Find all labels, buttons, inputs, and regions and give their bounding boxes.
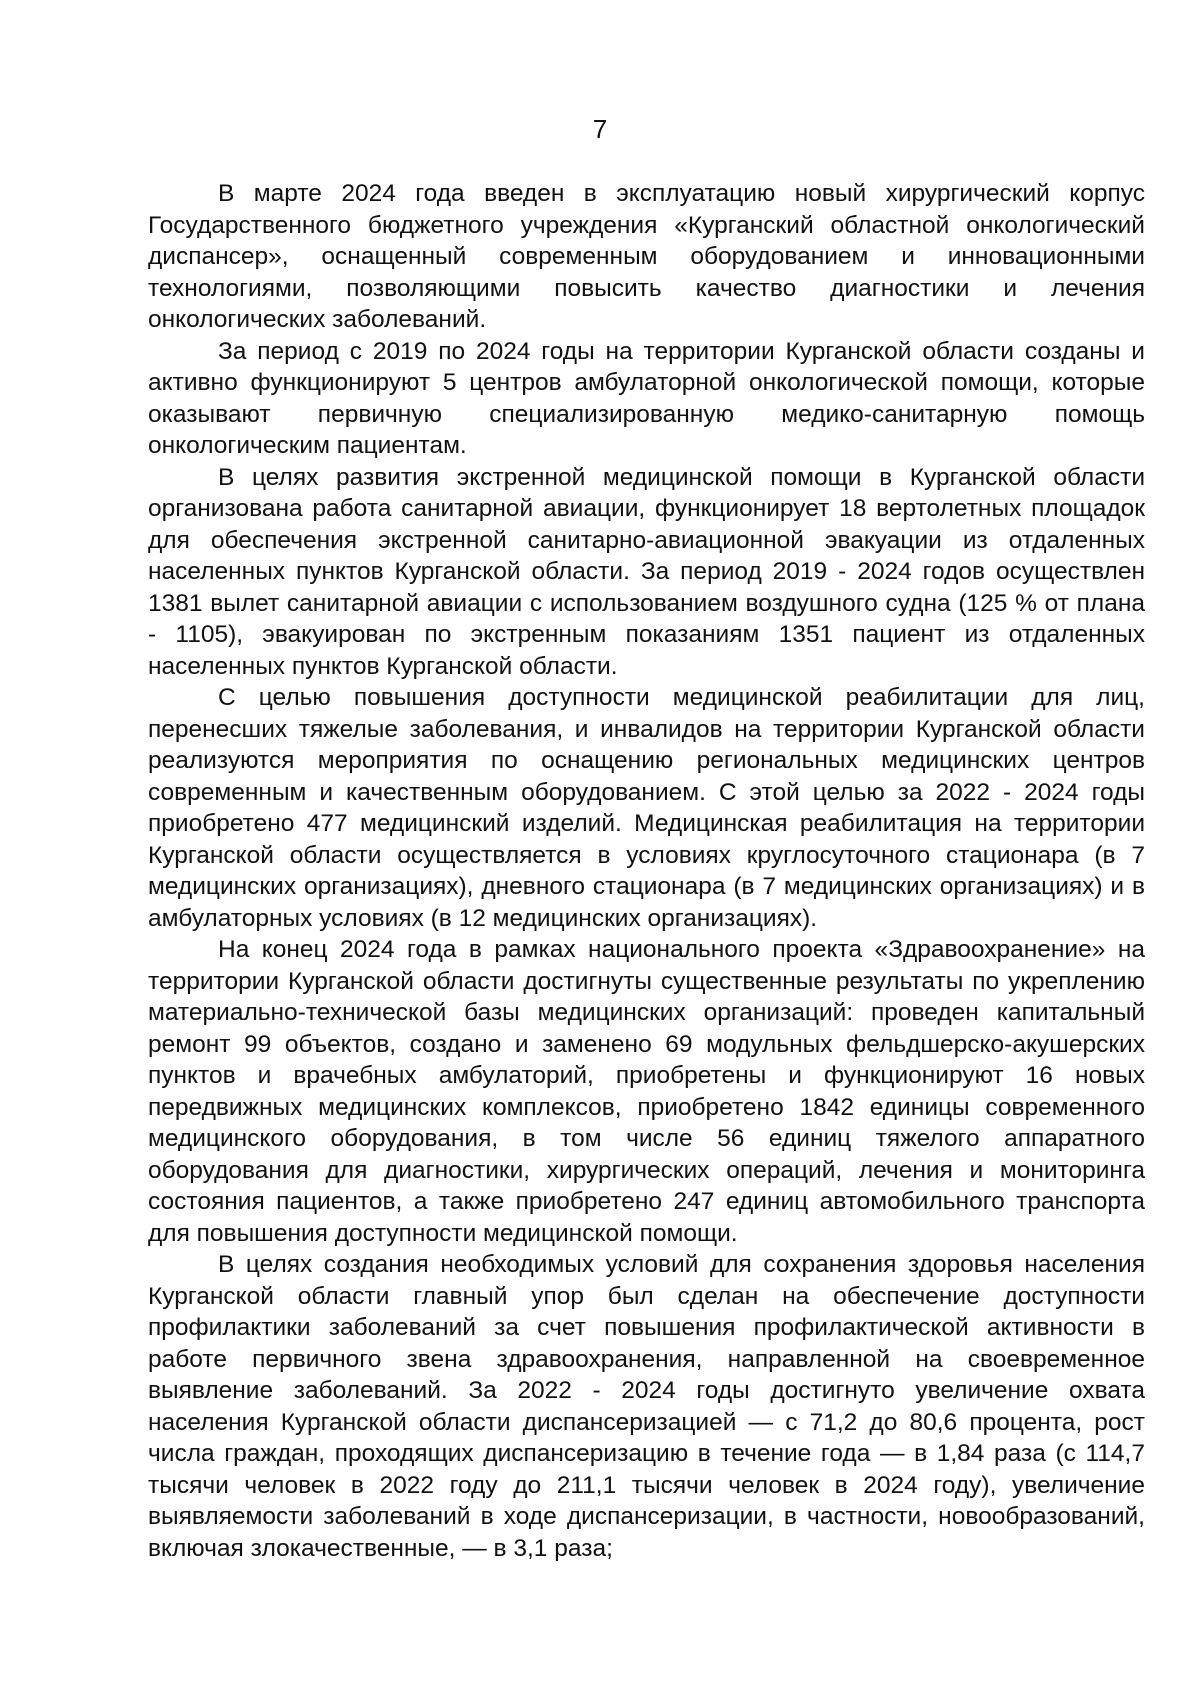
paragraph-oncology-centers: За период с 2019 по 2024 годы на территории Курганской области созданы и активно функционируют 5 центров амбулаторной онкологической помощи, которые оказывают первичную специализированную медико-санитарную помощь онкологическим пациентам. (148, 337, 1145, 459)
paragraph-air-ambulance: В целях развития экстренной медицинской помощи в Курганской области организована работа санитарной авиации, функционирует 18 вертолетных площадок для обеспечения экстренной санитарно-авиационной эвакуации из отдаленных населенных пунктов Курганской области. За период 2019 - 2024 годов осуществлен 1381 вылет санитарной авиации с использованием воздушного судна (125 % от плана - 1105), эвакуирован по экстренным показаниям 1351 пациент из отдаленных населенных пунктов Курганской области. (148, 463, 1145, 680)
paragraph-national-project: На конец 2024 года в рамках национального проекта «Здравоохранение» на территории Курганской области достигнуты существенные результаты по укреплению материально-технической базы медицинских организаций: проведен капитальный ремонт 99 объектов, создано и заменено 69 модульных фельдшерско-акушерских пунктов и врачебных амбулаторий, приобретены и функционируют 16 новых передвижных медицинских комплексов, приобретено 1842 единицы современного медицинского оборудования, в том числе 56 единиц тяжелого аппаратного оборудования для диагностики, хирургических операций, лечения и мониторинга состояния пациентов, а также приобретено 247 единиц автомобильного транспорта для повышения доступности медицинской помощи. (148, 936, 1145, 1247)
document-body (148, 178, 1145, 1564)
page-number: 7 (592, 114, 608, 144)
paragraph-surgical-building: В марте 2024 года введен в эксплуатацию новый хирургический корпус Государственного бюджетного учреждения «Курганский областной онкологический диспансер», оснащенный современным оборудованием и инновационными технологиями, позволяющими повысить качество диагностики и лечения онкологических заболеваний. (148, 180, 1145, 333)
paragraph-rehabilitation: С целью повышения доступности медицинской реабилитации для лиц, перенесших тяжелые заболевания, и инвалидов на территории Курганской области реализуются мероприятия по оснащению региональных медицинских центров современным и качественным оборудованием. С этой целью за 2022 - 2024 годы приобретено 477 медицинский изделий. Медицинская реабилитация на территории Курганской области осуществляется в условиях круглосуточного стационара (в 7 медицинских организациях), дневного стационара (в 7 медицинских организациях) и в амбулаторных условиях (в 12 медицинских организациях). (148, 684, 1145, 932)
paragraph-prevention: В целях создания необходимых условий для сохранения здоровья населения Курганской области главный упор был сделан на обеспечение доступности профилактики заболеваний за счет повышения профилактической активности в работе первичного звена здравоохранения, направленной на своевременное выявление заболеваний. За 2022 - 2024 годы достигнуто увеличение охвата населения Курганской области диспансеризацией — с 71,2 до 80,6 процента, рост числа граждан, проходящих диспансеризацию в течение года — в 1,84 раза (с 114,7 тысячи человек в 2022 году до 211,1 тысячи человек в 2024 году), увеличение выявляемости заболеваний в ходе диспансеризации, в частности, новообразований, включая злокачественные, — в 3,1 раза; (148, 1251, 1145, 1562)
